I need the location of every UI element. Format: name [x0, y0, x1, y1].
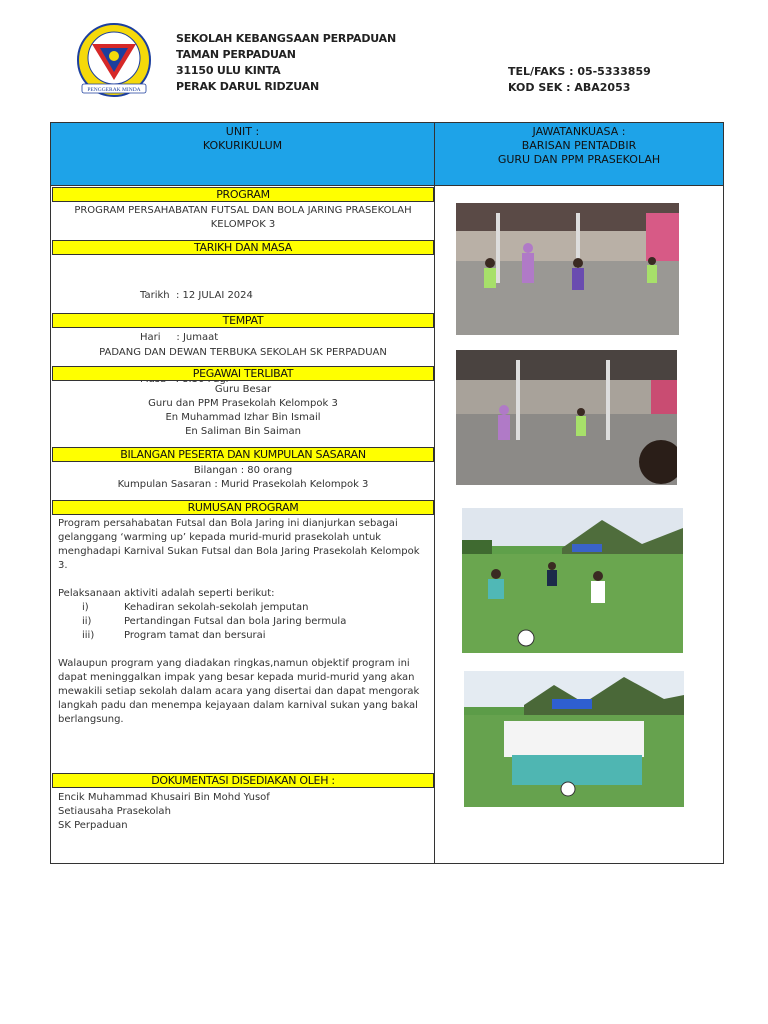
activity-item: [58, 615, 422, 629]
activity-text: Pertandingan Futsal dan bola Jaring bermula: [124, 616, 347, 627]
tempat-bar: TEMPAT: [52, 313, 434, 328]
unit-value: KOKURIKULUM: [202, 139, 283, 152]
prepared-by-position: Setiausaha Prasekolah: [58, 806, 171, 817]
program-line: KELOMPOK 3: [210, 219, 276, 230]
photo-futsal-hall-2: [456, 350, 677, 485]
tarikh-line: Tarikh : 12 JULAI 2024: [140, 290, 253, 301]
program-text: [52, 204, 434, 232]
kumpulan-sasaran-line: Kumpulan Sasaran : Murid Prasekolah Kelompok 3: [117, 479, 369, 490]
rumusan-conclusion: Walaupun program yang diadakan ringkas,namun objektif program ini dapat meninggalkan impak yang besar kepada murid-murid yang akan mewakili setiap sekolah dalam acara yang disertai dan dapat mengorak langkah padu dan menempa kejayaan dalam karnival sukan yang bakal berlangsung.: [58, 658, 420, 725]
school-address-line: PERAK DARUL RIDZUAN: [176, 80, 319, 93]
photo-futsal-hall-1: [456, 203, 679, 335]
activity-item: [58, 601, 422, 615]
pegawai-item: Guru dan PPM Prasekolah Kelompok 3: [148, 398, 338, 409]
unit-header: [51, 123, 434, 186]
activity-number: iii): [82, 630, 95, 641]
jawatankuasa-value: GURU DAN PPM PRASEKOLAH: [497, 153, 661, 166]
bilangan-line: Bilangan : 80 orang: [193, 465, 293, 476]
dokumentasi-bar: DOKUMENTASI DISEDIAKAN OLEH :: [52, 773, 434, 788]
header-divider: [50, 185, 724, 186]
activity-text: Program tamat dan bersurai: [124, 630, 266, 641]
program-line: PROGRAM PERSAHABATAN FUTSAL DAN BOLA JARING PRASEKOLAH: [74, 205, 412, 216]
logo-motto: PENGGERAK MINDA: [87, 87, 141, 93]
rumusan-bar: RUMUSAN PROGRAM: [52, 500, 434, 515]
tarikh-bar: TARIKH DAN MASA: [52, 240, 434, 255]
unit-label: UNIT :: [225, 125, 260, 138]
school-contact: [508, 64, 651, 96]
activity-item: [58, 629, 422, 643]
rumusan-paragraph: Program persahabatan Futsal dan Bola Jaring ini dianjurkan sebagai gelanggang ‘warming up’ kepada murid-murid prasekolah untuk menghadapi Karnival Sukan Futsal dan Bola Jaring Prasekolah Kelompok 3.: [58, 518, 420, 571]
kod-sekolah: KOD SEK : ABA2053: [508, 81, 631, 94]
school-address-line: 31150 ULU KINTA: [176, 64, 281, 77]
pegawai-bar: PEGAWAI TERLIBAT: [52, 366, 434, 381]
photo-football-field-1: [462, 508, 683, 653]
activity-number: i): [82, 602, 89, 613]
prepared-by-school: SK Perpaduan: [58, 820, 128, 831]
pegawai-item: Guru Besar: [214, 384, 272, 395]
activity-number: ii): [82, 616, 92, 627]
pegawai-item: En Muhammad Izhar Bin Ismail: [165, 412, 321, 423]
photo-group-field-2: [464, 671, 684, 807]
program-bar: PROGRAM: [52, 187, 434, 202]
bilangan-text: [52, 464, 434, 492]
pegawai-item: En Saliman Bin Saiman: [185, 426, 301, 437]
pegawai-list: [52, 383, 434, 439]
jawatankuasa-header: [435, 123, 723, 186]
activity-text: Kehadiran sekolah-sekolah jemputan: [124, 602, 309, 613]
school-address-line: TAMAN PERPADUAN: [176, 48, 296, 61]
school-name: SEKOLAH KEBANGSAAN PERPADUAN: [176, 32, 396, 45]
tel-faks: TEL/FAKS : 05-5333859: [508, 65, 651, 78]
rumusan-body: [58, 517, 422, 727]
school-logo: [74, 22, 154, 102]
school-address: [176, 31, 396, 95]
tempat-text: PADANG DAN DEWAN TERBUKA SEKOLAH SK PERPADUAN: [99, 347, 387, 358]
jawatankuasa-value: BARISAN PENTADBIR: [521, 139, 637, 152]
jawatankuasa-label: JAWATANKUASA :: [532, 125, 626, 138]
dokumentasi-signoff: [58, 791, 428, 833]
rumusan-intro: Pelaksanaan aktiviti adalah seperti berikut:: [58, 588, 275, 599]
hari-line: Hari : Jumaat: [140, 332, 219, 343]
prepared-by-name: Encik Muhammad Khusairi Bin Mohd Yusof: [58, 792, 270, 803]
bilangan-bar: BILANGAN PESERTA DAN KUMPULAN SASARAN: [52, 447, 434, 462]
column-divider: [434, 122, 435, 864]
